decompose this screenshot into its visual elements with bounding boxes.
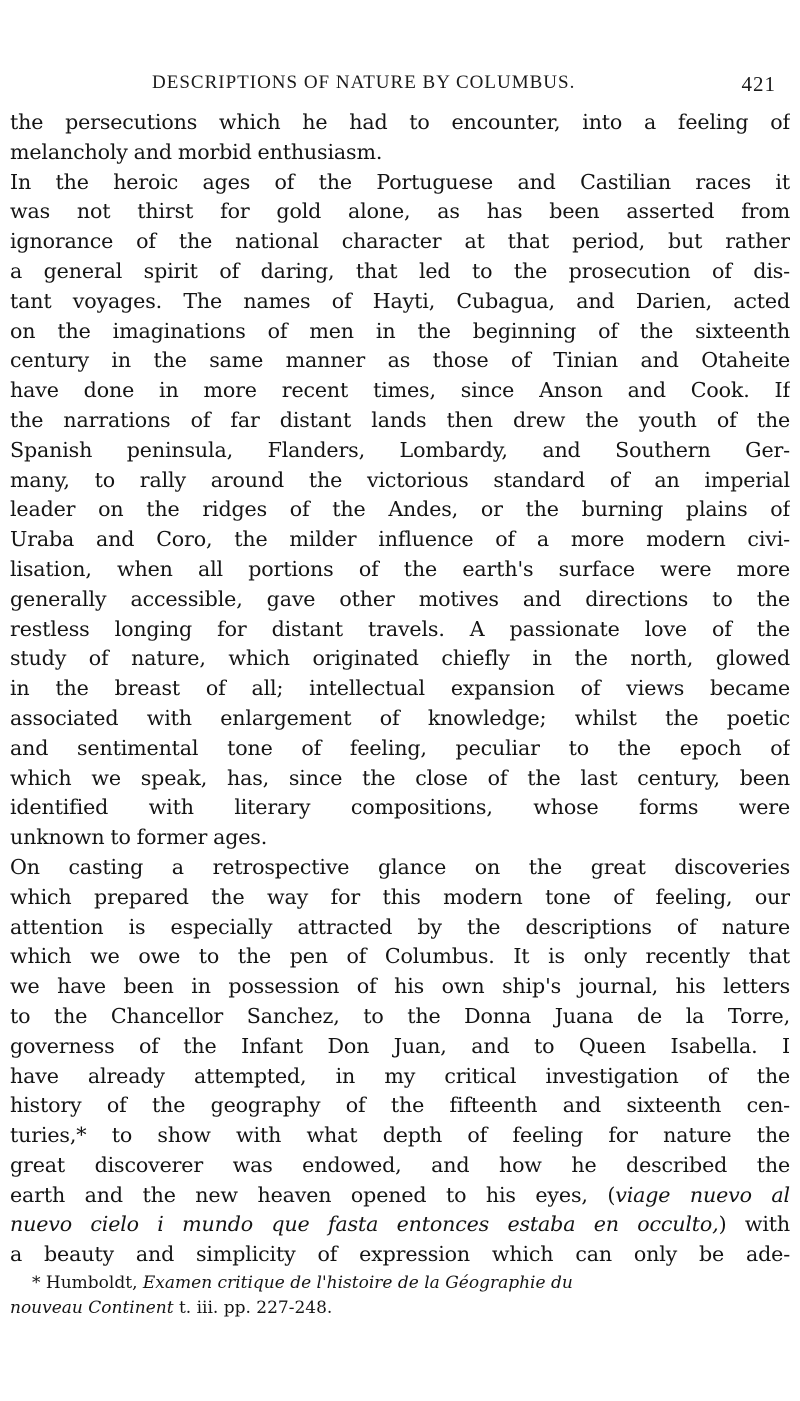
text-line: attention is especially attracted by the descriptions of nature xyxy=(10,914,790,939)
text-line: which we owe to the pen of Columbus. It is only recently that xyxy=(10,944,790,969)
running-title: DESCRIPTIONS OF NATURE BY COLUMBUS. xyxy=(152,72,576,93)
text-line: generally accessible, gave other motives and directions to the xyxy=(10,586,790,611)
text-line: Spanish peninsula, Flanders, Lombardy, and Southern Ger- xyxy=(10,437,790,462)
text-line: tant voyages. The names of Hayti, Cubagua, and Darien, acted xyxy=(10,288,790,313)
text-line: century in the same manner as those of Tinian and Otaheite xyxy=(10,348,790,373)
text-line: many, to rally around the victorious standard of an imperial xyxy=(10,467,790,492)
text-line-with-quote xyxy=(10,1181,790,1211)
text-line: to the Chancellor Sanchez, to the Donna Juana de la Torre, xyxy=(10,1003,790,1028)
text-line: which prepared the way for this modern tone of feeling, our xyxy=(10,884,790,909)
text-line: governess of the Infant Don Juan, and to Queen Isabella. I xyxy=(10,1033,790,1058)
footnote-line xyxy=(10,1271,790,1296)
quote-open-paren: ( xyxy=(607,1182,616,1207)
text-line: melancholy and morbid enthusiasm. xyxy=(10,139,383,164)
spanish-quote-part: nuevo cielo i mundo que fasta entonces estaba en occulto, xyxy=(10,1212,719,1237)
text-line: turies,* to show with what depth of feeling for nature the xyxy=(10,1123,790,1148)
text-line: leader on the ridges of the Andes, or the burning plains of xyxy=(10,497,790,522)
text-line: on the imaginations of men in the beginning of the sixteenth xyxy=(10,318,790,343)
text-line: have already attempted, in my critical investigation of the xyxy=(10,1063,790,1088)
text-line: and sentimental tone of feeling, peculiar to the epoch of xyxy=(10,735,790,760)
text-line: the persecutions which he had to encounter, into a feeling of xyxy=(10,110,790,134)
text-line-with-quote xyxy=(10,1210,790,1240)
body-text xyxy=(10,108,790,1270)
footnote-citation: t. iii. pp. 227-248. xyxy=(178,1298,333,1319)
text-line: associated with enlargement of knowledge; whilst the poetic xyxy=(10,705,790,730)
text-line: ignorance of the national character at that period, but rather xyxy=(10,229,790,254)
text-line: restless longing for distant travels. A passionate love of the xyxy=(10,616,790,641)
text-line: In the heroic ages of the Portuguese and Castilian races it xyxy=(10,169,790,194)
text-line: the narrations of far distant lands then drew the youth of the xyxy=(10,407,790,432)
footnote-title-cont: nouveau Continent xyxy=(10,1298,174,1319)
footnote xyxy=(10,1271,790,1321)
text-line: study of nature, which originated chiefly in the north, glowed xyxy=(10,646,790,671)
text-line: in the breast of all; intellectual expansion of views became xyxy=(10,676,790,701)
text-line: a general spirit of daring, that led to the prosecution of dis- xyxy=(10,258,790,283)
text-line: we have been in possession of his own ship's journal, his letters xyxy=(10,974,790,999)
text-line: a beauty and simplicity of expression which can only be ade- xyxy=(10,1242,790,1267)
text-line: have done in more recent times, since Anson and Cook. If xyxy=(10,378,790,403)
text-line: history of the geography of the fifteenth and sixteenth cen- xyxy=(10,1093,790,1118)
spanish-quote-part: viage nuevo al xyxy=(615,1182,790,1207)
text-line: was not thirst for gold alone, as has been asserted from xyxy=(10,199,790,224)
text-segment: with xyxy=(744,1212,790,1237)
running-head xyxy=(10,72,790,100)
text-line: lisation, when all portions of the earth's surface were more xyxy=(10,556,790,581)
text-line: which we speak, has, since the close of the last century, been xyxy=(10,765,790,790)
text-line: unknown to former ages. xyxy=(10,825,268,850)
page-number: 421 xyxy=(741,72,776,96)
text-segment: earth and the new heaven opened to his eyes, xyxy=(10,1182,588,1207)
text-line: On casting a retrospective glance on the great discoveries xyxy=(10,854,790,879)
text-line: identified with literary compositions, whose forms were xyxy=(10,795,790,820)
text-line: Uraba and Coro, the milder influence of a more modern civi- xyxy=(10,527,790,552)
quote-close-paren: ) xyxy=(718,1212,727,1237)
footnote-author: * Humboldt, xyxy=(32,1273,138,1294)
footnote-line xyxy=(10,1296,790,1321)
footnote-title: Examen critique de l'histoire de la Géographie du xyxy=(142,1273,573,1294)
text-line: great discoverer was endowed, and how he described the xyxy=(10,1152,790,1177)
